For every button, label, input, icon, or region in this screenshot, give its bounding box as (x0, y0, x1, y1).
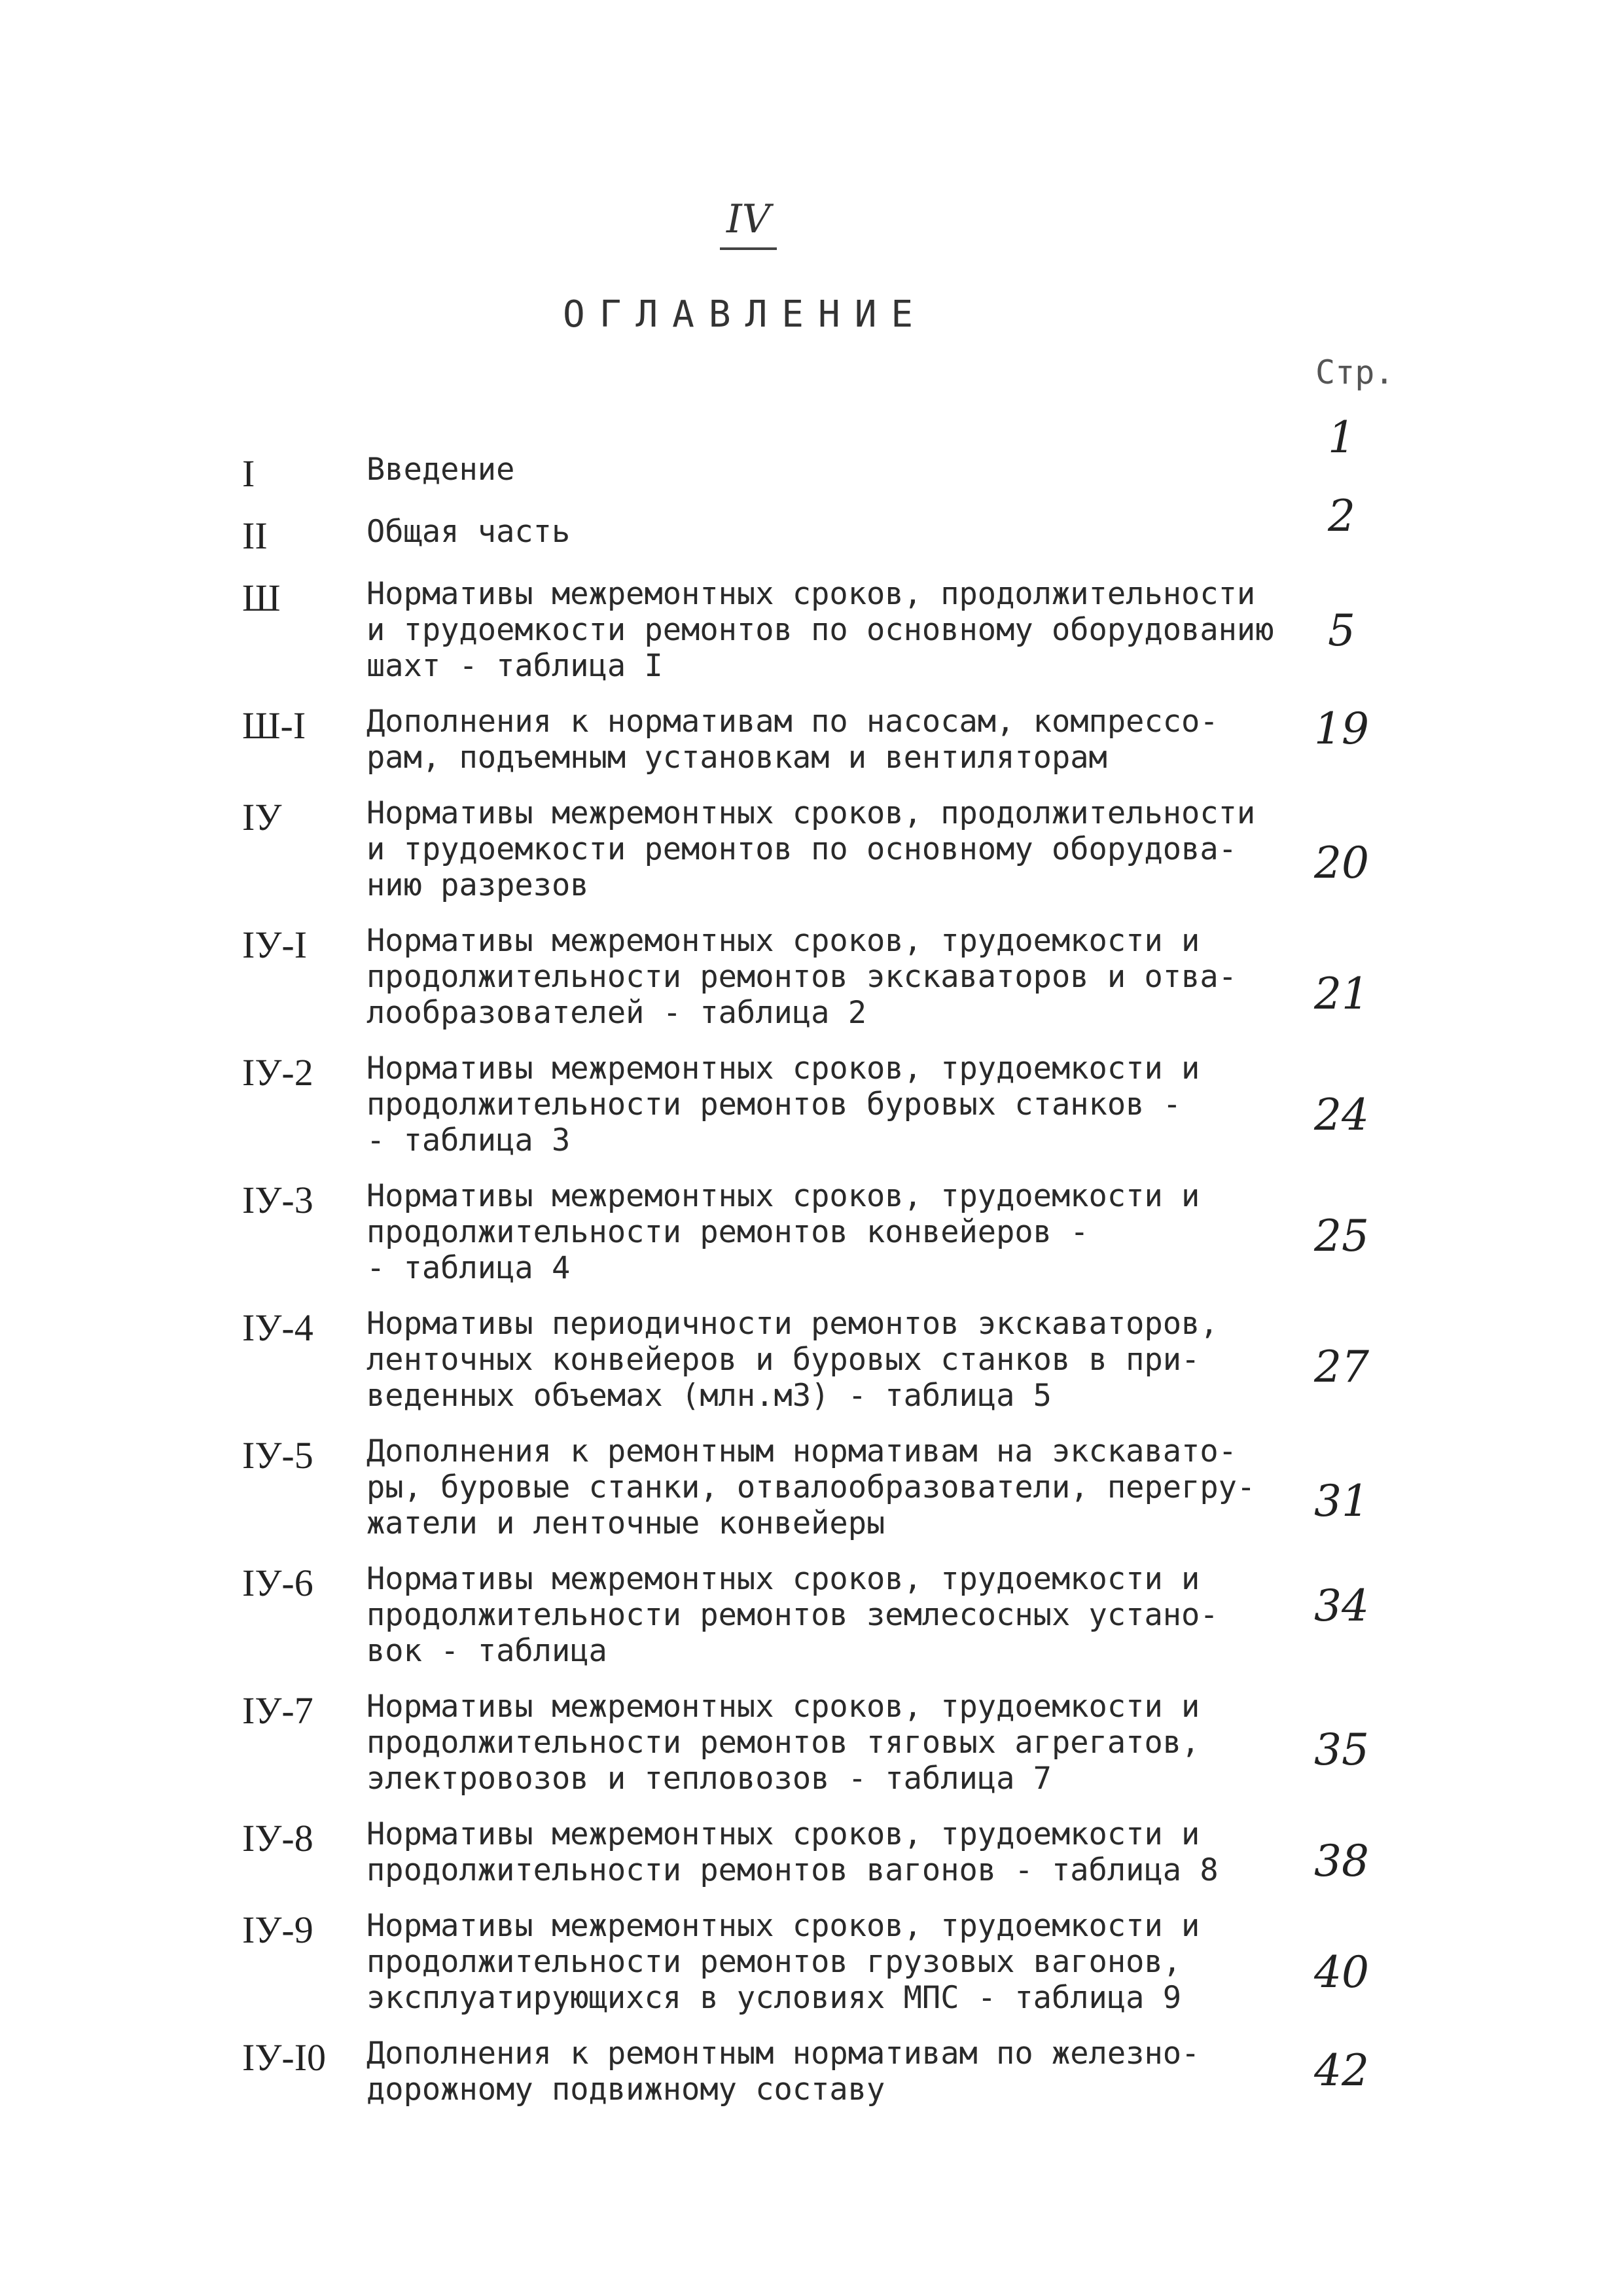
toc-entry-page: 5 (1328, 605, 1355, 656)
toc-entry-title: Нормативы периодичности ремонтов экскаваторов, ленточных конвейеров и буровых станков в при- веденных объемах (млн.м3) - таблица 5 (366, 1306, 1219, 1414)
toc-entry-number: IУ-3 (242, 1179, 313, 1221)
toc-entry-page: 1 (1328, 412, 1355, 463)
toc-entry-title: Дополнения к ремонтным нормативам на экскавато- ры, буровые станки, отвалообразователи, перегру- жатели и ленточные конвейеры (366, 1433, 1256, 1541)
toc-entry-title: Нормативы межремонтных сроков, продолжительности и трудоемкости ремонтов по основному оборудова- нию разрезов (366, 795, 1256, 903)
document-title: ОГЛАВЛЕНИЕ (563, 293, 928, 336)
toc-entry-number: IУ-2 (242, 1051, 313, 1094)
toc-entry-number: IУ-8 (242, 1817, 313, 1859)
toc-entry-number: IУ-I (242, 924, 308, 966)
toc-entry-page: 40 (1314, 1947, 1369, 1998)
toc-entry-title: Нормативы межремонтных сроков, продолжительности и трудоемкости ремонтов по основному оборудованию шахт - таблица I (366, 576, 1274, 684)
toc-entry-number: IУ-7 (242, 1689, 313, 1732)
toc-entry-number: Ш-I (242, 704, 306, 747)
toc-entry-page: 38 (1314, 1836, 1369, 1886)
page-number-mark: IV (720, 196, 777, 250)
toc-entry-page: 21 (1314, 969, 1369, 1019)
toc-entry-title: Введение (366, 452, 515, 488)
toc-entry-number: IУ-I0 (242, 2036, 327, 2079)
toc-entry-title: Дополнения к нормативам по насосам, компрессо- рам, подъемным установкам и вентиляторам (366, 704, 1219, 776)
toc-entry-title: Дополнения к ремонтным нормативам по железно- дорожному подвижному составу (366, 2036, 1200, 2108)
toc-entry-title: Нормативы межремонтных сроков, трудоемкости и продолжительности ремонтов экскаваторов и отва- лообразователей - таблица 2 (366, 923, 1237, 1031)
toc-entry-number: IУ-4 (242, 1306, 313, 1349)
toc-entry-page: 35 (1314, 1725, 1369, 1775)
toc-entry-number: IУ-6 (242, 1562, 313, 1604)
toc-entry-page: 27 (1314, 1342, 1369, 1392)
toc-entry-title: Общая часть (366, 514, 571, 550)
toc-entry-title: Нормативы межремонтных сроков, трудоемкости и продолжительности ремонтов тяговых агрегатов, электровозов и тепловозов - таблица 7 (366, 1689, 1200, 1797)
toc-entry-title: Нормативы межремонтных сроков, трудоемкости и продолжительности ремонтов конвейеров - - таблица 4 (366, 1178, 1200, 1286)
toc-entry-number: IУ-9 (242, 1909, 313, 1951)
toc-entry-page: 31 (1314, 1476, 1369, 1526)
toc-entry-number: IУ-5 (242, 1434, 313, 1477)
toc-entry-number: Ш (242, 577, 281, 619)
toc-entry-title: Нормативы межремонтных сроков, трудоемкости и продолжительности ремонтов буровых станков - - таблица 3 (366, 1050, 1200, 1158)
toc-entry-title: Нормативы межремонтных сроков, трудоемкости и продолжительности ремонтов грузовых вагонов, эксплуатирующихся в условиях МПС - таблица 9 (366, 1908, 1200, 2016)
toc-entry-page: 20 (1314, 838, 1369, 888)
toc-entry-page: 24 (1314, 1090, 1369, 1140)
toc-entry-title: Нормативы межремонтных сроков, трудоемкости и продолжительности ремонтов землесосных устано- вок - таблица (366, 1561, 1219, 1669)
toc-entry-number: I (242, 452, 255, 495)
toc-entry-number: IУ (242, 796, 282, 838)
page-column-header: Стр. (1315, 353, 1395, 391)
toc-entry-page: 42 (1314, 2045, 1369, 2096)
toc-entry-title: Нормативы межремонтных сроков, трудоемкости и продолжительности ремонтов вагонов - таблица 8 (366, 1816, 1219, 1888)
toc-entry-page: 19 (1314, 704, 1369, 754)
toc-entry-page: 25 (1314, 1211, 1369, 1261)
toc-entry-page: 34 (1314, 1581, 1369, 1631)
toc-entry-number: II (242, 514, 268, 557)
toc-entry-page: 2 (1328, 491, 1355, 541)
